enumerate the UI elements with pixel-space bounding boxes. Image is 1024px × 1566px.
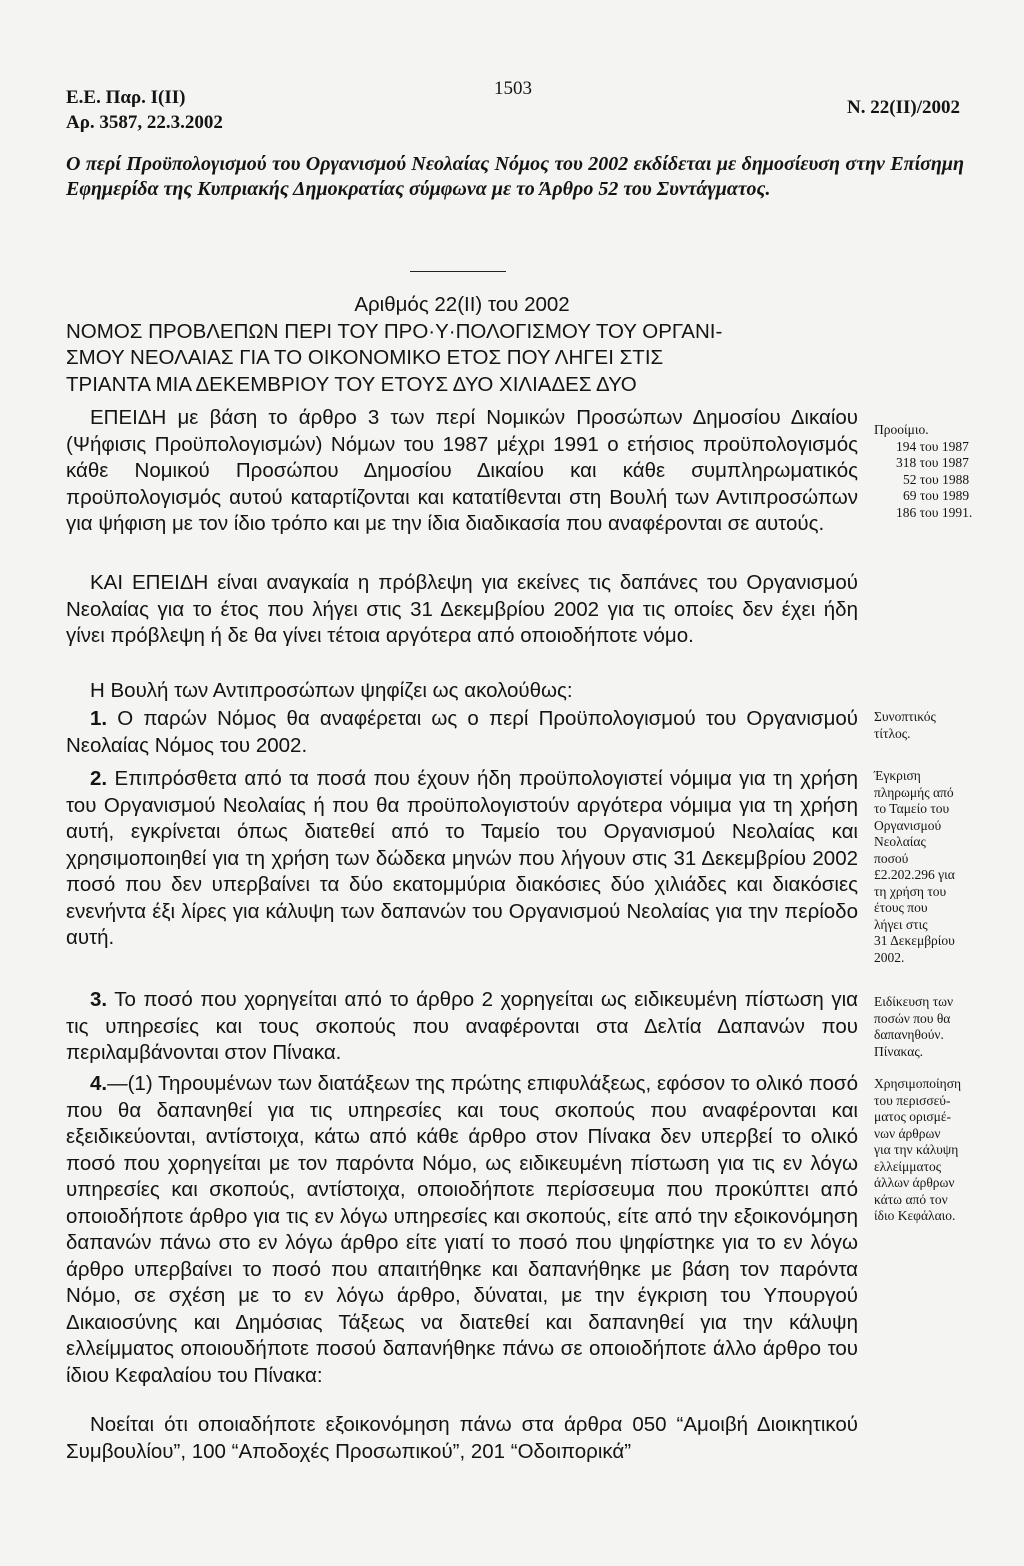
- margin-note-specialisation: [874, 994, 994, 1060]
- margin-note-line: ποσών που θα: [874, 1010, 951, 1026]
- section-1: [66, 706, 858, 759]
- preamble-paragraph: ΕΠΕΙΔΗ με βάση το άρθρο 3 των περί Νομικών Προσώπων Δημοσίου Δικαίου (Ψήφισις Προϋπολογισμών) Νόμων του 1987 μέχρι 1991 ο ετήσιος προϋπολογισμός κάθε Νομικού Προσώπου Δημοσίου Δικαίου και κάθε συμπληρωματικός προϋπολογισμός αυτού καταρτίζονται και κατατίθενται στη Βουλή των Αντιπροσώπων για ψήφιση με τον ίδιο τρόπο και με την ίδια διαδικασία που αναφέρονται σε αυτούς.: [66, 406, 858, 535]
- margin-note-line: Συνοπτικός: [874, 709, 936, 724]
- margin-note-preamble: [874, 422, 994, 521]
- section-number: 2.: [90, 767, 108, 790]
- section-number: 4.: [90, 1072, 108, 1095]
- margin-note-line: Προοίμιο.: [874, 422, 929, 437]
- margin-note-line: 31 Δεκεμβρίου: [874, 933, 955, 948]
- margin-note-line: Οργανισμού: [874, 817, 942, 833]
- margin-note-approval: [874, 768, 994, 966]
- margin-note-line: δαπανηθούν.: [874, 1027, 944, 1042]
- margin-note-line: λήγει στις: [874, 916, 928, 932]
- margin-note-line: 318 του 1987: [896, 455, 969, 470]
- margin-note-line: το Ταμείο του: [874, 801, 950, 816]
- margin-note-line: Έγκριση: [874, 768, 921, 783]
- section-3: [66, 987, 858, 1067]
- preamble-paragraph: ΚΑΙ ΕΠΕΙΔΗ είναι αναγκαία η πρόβλεψη για εκείνες τις δαπάνες του Οργανισμού Νεολαίας για το έτος που λήγει στις 31 Δεκεμβρίου 2002 για τις οποίες δεν έχει ήδη γίνει πρόβλεψη ή δε θα γίνει τέτοια αργότερα από οποιοδήποτε νόμο.: [66, 571, 858, 647]
- margin-note-line: τη χρήση του: [874, 883, 947, 899]
- section-number: 3.: [90, 988, 108, 1011]
- margin-note-line: Χρησιμοποίηση: [874, 1076, 962, 1091]
- section-text: Ο παρών Νόμος θα αναφέρεται ως ο περί Προϋπολογισμού του Οργανισμού Νεολαίας Νόμος του 2002.: [66, 707, 858, 757]
- separator-rule: [410, 271, 506, 272]
- margin-note-surplus: [874, 1076, 994, 1225]
- margin-note-line: Νεολαίας: [874, 834, 926, 849]
- law-title-line: ΤΡΙΑΝΤΑ ΜΙΑ ΔΕΚΕΜΒΡΙΟΥ ΤΟΥ ΕΤΟΥΣ ΔΥΟ ΧΙΛΙΑΔΕΣ ΔΥΟ: [66, 372, 637, 396]
- law-title: [66, 319, 858, 399]
- margin-note-line: του περισσεύ-: [874, 1092, 951, 1108]
- section-4: [66, 1071, 858, 1389]
- proviso-paragraph: Νοείται ότι οποιαδήποτε εξοικονόμηση πάνω στα άρθρα 050 “Αμοιβή Διοικητικού Συμβουλίου”, 100 “Αποδοχές Προσωπικού”, 201 “Οδοιπορικά”: [66, 1413, 858, 1463]
- law-number-line: Αριθμός 22(ΙΙ) του 2002: [354, 293, 570, 316]
- gazette-issue: Ε.Ε. Παρ. Ι(ΙΙ): [66, 87, 186, 108]
- margin-note-line: για την κάλυψη: [874, 1142, 959, 1157]
- margin-note-line: ίδιο Κεφάλαιο.: [874, 1208, 956, 1223]
- law-number: Ν. 22(ΙΙ)/2002: [847, 97, 960, 118]
- margin-note-line: πληρωμής από: [874, 784, 954, 800]
- margin-note-line: ποσού: [874, 850, 909, 866]
- margin-note-line: 194 του 1987: [896, 438, 969, 454]
- section-text: —(1) Τηρουμένων των διατάξεων της πρώτης επιφυλάξεως, εφόσον το ολικό ποσό που θα δαπανηθεί για τις υπηρεσίες και τους σκοπούς που αναφέρονται και εξειδικεύονται, αντίστοιχα, κάτω από κάθε άρθρο στον Πίνακα δεν υπερβεί το ολικό ποσό που χορηγείται με τον παρόντα Νόμο, ως ειδικευμένη πίστωση για τις εν λόγω υπηρεσίες και σκοπούς, αντίστοιχα, οποιοδήποτε περίσσευμα που προκύπτει από οποιοδήποτε άρθρο για τις εν λόγω υπηρεσίες και σκοπούς, είτε από την εξοικονόμηση δαπανών πάνω στο εν λόγω άρθρο είτε γιατί το ποσό που ψηφίστηκε για το εν λόγω άρθρο υπερβαίνει το ποσό που απαιτήθηκε και δαπανήθηκε με βάση τον παρόντα Νόμο, σε σχέση με το εν λόγω άρθρο, δύναται, με την έγκριση του Υπουργού Δικαιοσύνης και Δημόσιας Τάξεως να διατεθεί και δαπανηθεί για την κάλυψη ελλείμματος οποιουδήποτε ποσού δαπανήθηκε πάνω σε οποιοδήποτε άλλο άρθρο του ίδιου Κεφαλαίου του Πίνακα:: [66, 1072, 858, 1387]
- margin-note-line: νων άρθρων: [874, 1125, 941, 1141]
- margin-note-line: ματος ορισμέ-: [874, 1109, 952, 1124]
- law-title-line: ΝΟΜΟΣ ΠΡΟΒΛΕΠΩΝ ΠΕΡΙ ΤΟΥ ΠΡΟ·Υ·ΠΟΛΟΓΙΣΜΟΥ ΤΟΥ ΟΡΓΑΝΙ-: [66, 319, 723, 343]
- margin-note-line: 69 του 1989: [903, 488, 970, 503]
- publication-notice: Ο περί Προϋπολογισμού του Οργανισμού Νεολαίας Νόμος του 2002 εκδίδεται με δημοσίευση στην Επίσημη Εφημερίδα της Κυπριακής Δημοκρατίας σύμφωνα με το Άρθρο 52 του Συντάγματος.: [66, 153, 964, 200]
- section-text: Το ποσό που χορηγείται από το άρθρο 2 χορηγείται ως ειδικευμένη πίστωση για τις υπηρεσίες και τους σκοπούς που αναφέρονται στα Δελτία Δαπανών που περιλαμβάνονται στον Πίνακα.: [66, 988, 858, 1064]
- margin-note-short-title: [874, 709, 994, 742]
- section-2: [66, 766, 858, 952]
- section-number: 1.: [90, 707, 108, 730]
- margin-note-line: £2.202.296 για: [874, 867, 955, 882]
- margin-note-line: 2002.: [874, 949, 905, 965]
- law-heading: [66, 292, 858, 398]
- margin-note-line: Ειδίκευση των: [874, 994, 954, 1009]
- page-number: 1503: [494, 78, 532, 99]
- margin-note-line: 52 του 1988: [903, 471, 970, 487]
- margin-note-line: Πίνακας.: [874, 1043, 924, 1059]
- enactment-formula: Η Βουλή των Αντιπροσώπων ψηφίζει ως ακολούθως:: [90, 679, 573, 702]
- law-title-line: ΣΜΟΥ ΝΕΟΛΑΙΑΣ ΓΙΑ ΤΟ ΟΙΚΟΝΟΜΙΚΟ ΕΤΟΣ ΠΟΥ ΛΗΓΕΙ ΣΤΙΣ: [66, 346, 664, 369]
- margin-note-line: τίτλος.: [874, 725, 911, 741]
- margin-note-line: άλλων άρθρων: [874, 1175, 955, 1190]
- gazette-number-date: Αρ. 3587, 22.3.2002: [66, 112, 223, 133]
- section-text: Επιπρόσθετα από τα ποσά που έχουν ήδη προϋπολογιστεί νόμιμα για τη χρήση του Οργανισμού Νεολαίας ή που θα προϋπολογιστούν αργότερα νόμιμα για τη χρήση αυτή, εγκρίνεται όπως διατεθεί από το Ταμείο του Οργανισμού Νεολαίας και χρησιμοποιηθεί για τη χρήση των δώδεκα μηνών που λήγουν στις 31 Δεκεμβρίου 2002 ποσό που δεν υπερβαίνει τα δύο εκατομμύρια διακόσιες δύο χιλιάδες και διακόσιες ενενήντα έξι λίρες για κάλυψη των δαπανών του Οργανισμού Νεολαίας για την περίοδο αυτή.: [66, 767, 858, 949]
- margin-note-line: ελλείμματος: [874, 1158, 942, 1174]
- margin-note-line: 186 του 1991.: [896, 504, 973, 520]
- margin-note-line: έτους που: [874, 900, 928, 915]
- margin-note-line: κάτω από τον: [874, 1191, 948, 1207]
